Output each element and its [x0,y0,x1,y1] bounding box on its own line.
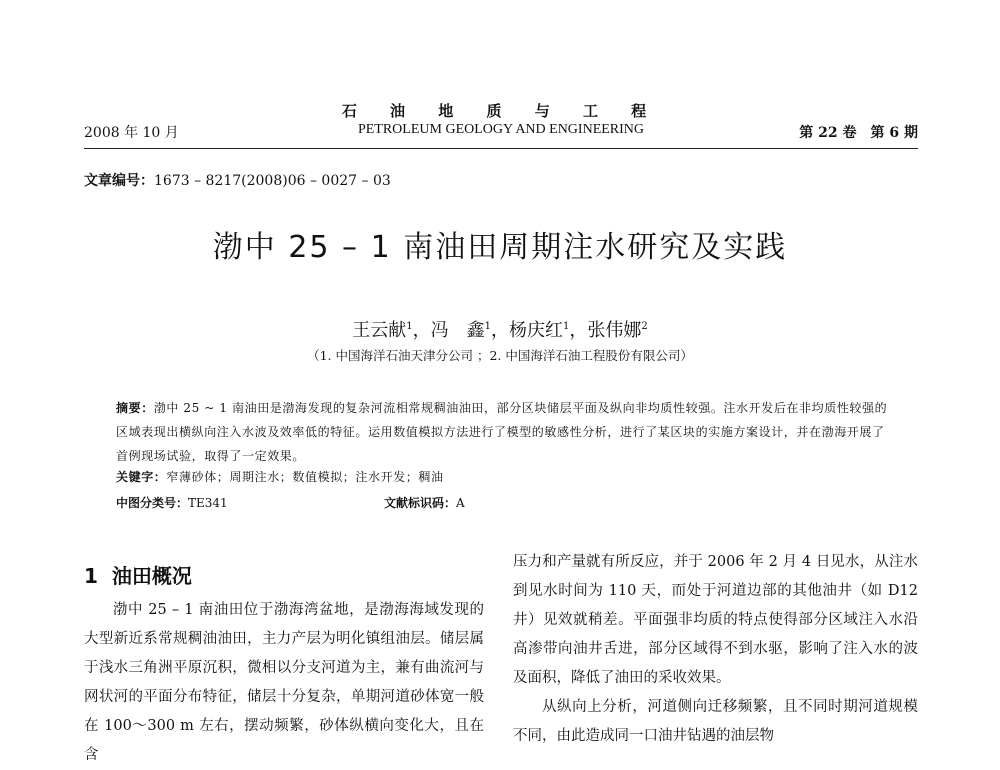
author-name: 杨庆红 [509,320,563,341]
abstract [116,396,896,468]
author-separator: ， [569,320,588,341]
clc-label: 中图分类号： [116,496,189,510]
running-header [84,100,918,146]
body-paragraph: 渤中 25 – 1 南油田位于渤海湾盆地，是渤海海域发现的大型新近系常规稠油油田，主力产层为明化镇组油层。储层属于浅水三角洲平原沉积，微相以分支河道为主，兼有曲流河与网状河的平面分布特征，储层十分复杂，单期河道砂体宽一般在 100～300 m 左右，摆动频繁，砂体纵横向变化大，且在含 [84,602,484,763]
author-name: 冯 鑫 [430,320,485,341]
body-column-right [513,548,918,751]
section-number: 1 [84,564,98,588]
section-title: 油田概况 [111,564,192,588]
author-affiliation-mark: 1 [406,321,413,332]
paper-title: 渤中 25 – 1 南油田周期注水研究及实践 [212,230,788,265]
keywords-label: 关键字： [116,470,167,484]
document-code-label: 文献标识码： [384,496,457,510]
author-separator: ， [491,320,509,341]
author-affiliation-mark: 2 [641,321,648,332]
document-code-value: A [456,496,465,510]
affiliations: （1. 中国海洋石油天津分公司 ；2. 中国海洋石油工程股份有限公司） [307,348,693,363]
header-divider [84,148,918,149]
clc-value: TE341 [188,496,228,510]
author-name: 王云献 [352,320,407,341]
body-column-left [84,596,484,770]
body-paragraph: 压力和产量就有所反应，并于 2006 年 2 月 4 日见水，从注水到见水时间为 110 天，而处于河道边部的其他油井（如 D12 井）见效就稍差。平面强非均质的特点使得部分区域注入水沿高渗带向油井舌进，部分区域得不到水驱，影响了注入水的波及面积，降低了油田的采收效果。 [513,554,918,686]
journal-title-cn: 石 油 地 质 与 工 程 [341,102,661,120]
abstract-label: 摘要： [116,401,154,415]
body-paragraph: 从纵向上分析，河道侧向迁移频繁，且不同时期河道规模不同，由此造成同一口油井钻遇的油层物 [513,699,918,744]
section-heading [84,560,192,589]
classification-line [116,494,896,514]
keywords [116,468,896,485]
author-affiliation-mark: 1 [484,321,491,332]
article-number-label: 文章编号： [84,173,154,189]
issue-date: 2008 年 10 月 [84,125,179,141]
article-number [84,170,391,190]
author-affiliation-mark: 1 [563,321,570,332]
author-list [0,316,1000,342]
keywords-text: 窄薄砂体；周期注水；数值模拟；注水开发；稠油 [166,470,444,484]
document-code [384,494,465,511]
journal-title-en: PETROLEUM GEOLOGY AND ENGINEERING [357,122,645,137]
article-number-value: 1673 – 8217(2008)06 – 0027 – 03 [154,173,391,189]
author-name: 张伟娜 [587,320,642,341]
volume-issue: 第 22 卷 第 6 期 [799,125,918,141]
clc-number [116,494,228,511]
author-separator: ， [412,320,431,341]
abstract-text: 渤中 25 ~ 1 南油田是渤海发现的复杂河流相常规稠油油田，部分区块储层平面及纵向非均质性较强。注水开发后在非均质性较强的区域表现出横纵向注入水波及效率低的特征。运用数值模拟方法进行了模型的敏感性分析，进行了某区块的实施方案设计，并在渤海开展了首例现场试验，取得了一定效果。 [116,401,888,463]
